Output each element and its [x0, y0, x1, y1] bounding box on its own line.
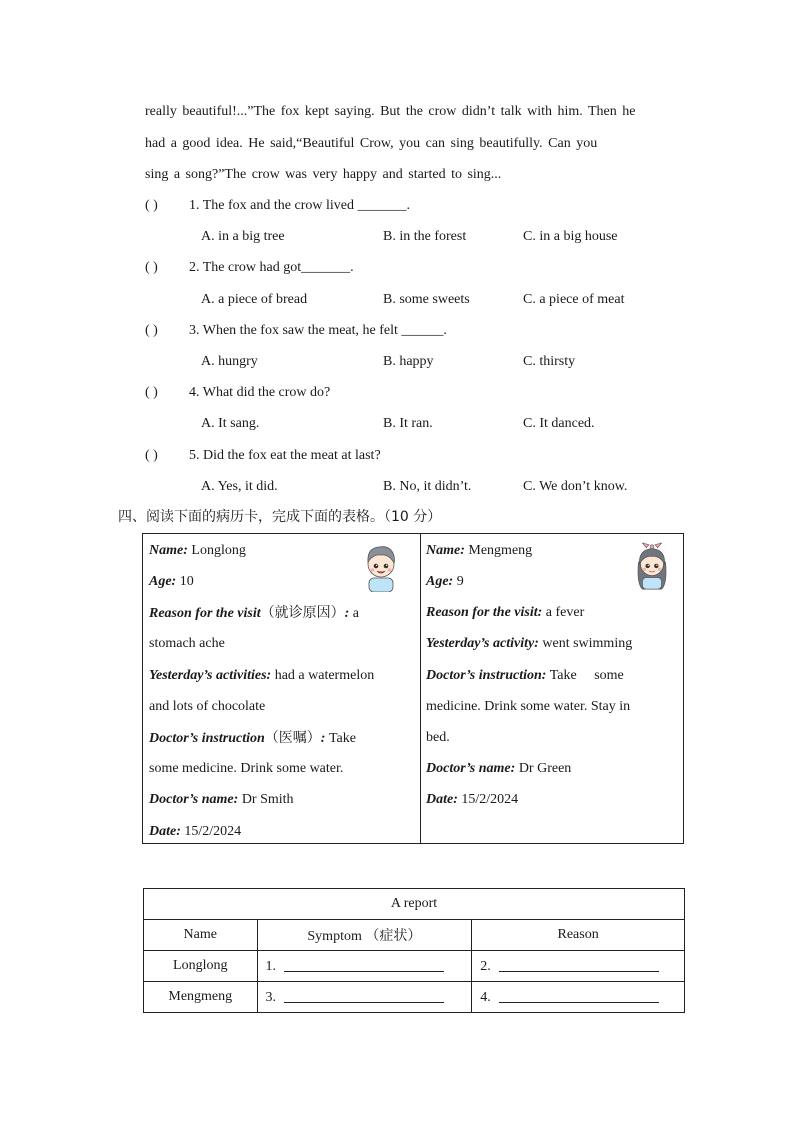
boy-avatar-icon	[361, 540, 401, 592]
option-c: C. thirsty	[523, 354, 576, 369]
card-reason: Reason for the visit（就诊原因）: a	[149, 605, 360, 621]
header-symptom: Symptom （症状）	[257, 920, 472, 951]
row-name: Mengmeng	[144, 982, 258, 1013]
question-text: 3. When the fox saw the meat, he felt ______.	[189, 323, 447, 338]
report-title: A report	[144, 889, 685, 920]
header-name: Name	[144, 920, 258, 951]
question-3	[145, 321, 447, 341]
question-4	[145, 383, 330, 403]
story-line-2: had a good idea. He said,“Beautiful Crow, you can sing beautifully. Can you	[145, 136, 598, 151]
answer-blank[interactable]: ( )	[145, 385, 158, 400]
card-date: Date: 15/2/2024	[426, 792, 519, 807]
option-b: B. some sweets	[383, 292, 470, 307]
girl-avatar-icon	[632, 539, 672, 591]
record-card-mengmeng	[420, 534, 683, 843]
answer-blank[interactable]: ( )	[145, 323, 158, 338]
report-title-row	[144, 889, 685, 920]
card-instruction-cont: some medicine. Drink some water.	[149, 761, 344, 776]
card-name: Name: Mengmeng	[426, 543, 533, 558]
option-b: B. happy	[383, 354, 434, 369]
reason-cell: 2.	[472, 951, 685, 982]
header-reason: Reason	[472, 920, 685, 951]
card-reason-cont: stomach ache	[149, 636, 225, 651]
symptom-cell: 1.	[257, 951, 472, 982]
card-doctor: Doctor’s name: Dr Green	[426, 761, 572, 776]
option-c: C. We don’t know.	[523, 479, 628, 494]
card-activities-cont: and lots of chocolate	[149, 699, 266, 714]
card-instruction: Doctor’s instruction（医嘱）: Take	[149, 730, 356, 746]
answer-line[interactable]	[284, 957, 444, 972]
section-title: 四、阅读下面的病历卡，完成下面的表格。（10 分）	[118, 509, 442, 525]
option-b: B. It ran.	[383, 416, 433, 431]
option-a: A. Yes, it did.	[201, 479, 278, 494]
question-text: 1. The fox and the crow lived _______.	[189, 198, 410, 213]
card-instruction: Doctor’s instruction: Take some	[426, 668, 624, 683]
question-text: 5. Did the fox eat the meat at last?	[189, 448, 381, 463]
story-line-1: really beautiful!...”The fox kept saying. But the crow didn’t talk with him. Then he	[145, 104, 636, 119]
card-reason: Reason for the visit: a fever	[426, 605, 585, 620]
answer-blank[interactable]: ( )	[145, 198, 158, 213]
question-1	[145, 196, 410, 216]
card-instruction-cont: medicine. Drink some water. Stay in	[426, 699, 631, 714]
answer-line[interactable]	[499, 957, 659, 972]
table-row	[144, 951, 685, 982]
card-activities: Yesterday’s activities: had a watermelon	[149, 668, 375, 683]
option-a: A. hungry	[201, 354, 258, 369]
story-line-3: sing a song?”The crow was very happy and started to sing...	[145, 167, 502, 182]
card-age: Age: 10	[149, 574, 194, 589]
option-c: C. in a big house	[523, 229, 618, 244]
medical-record-cards	[142, 533, 684, 844]
option-a: A. a piece of bread	[201, 292, 308, 307]
card-name: Name: Longlong	[149, 543, 246, 558]
card-date: Date: 15/2/2024	[149, 824, 242, 839]
table-row	[144, 982, 685, 1013]
card-doctor: Doctor’s name: Dr Smith	[149, 792, 294, 807]
report-header-row	[144, 920, 685, 951]
question-2	[145, 258, 354, 278]
record-card-longlong	[143, 534, 421, 843]
answer-blank[interactable]: ( )	[145, 448, 158, 463]
card-instruction-cont2: bed.	[426, 730, 450, 745]
card-activity: Yesterday’s activity: went swimming	[426, 636, 633, 651]
answer-blank[interactable]: ( )	[145, 260, 158, 275]
symptom-cell: 3.	[257, 982, 472, 1013]
report-table	[143, 888, 685, 1013]
question-text: 4. What did the crow do?	[189, 385, 331, 400]
option-c: C. It danced.	[523, 416, 595, 431]
answer-line[interactable]	[499, 988, 659, 1003]
answer-line[interactable]	[284, 988, 444, 1003]
option-c: C. a piece of meat	[523, 292, 625, 307]
question-text: 2. The crow had got_______.	[189, 260, 354, 275]
option-a: A. in a big tree	[201, 229, 285, 244]
option-b: B. in the forest	[383, 229, 467, 244]
option-a: A. It sang.	[201, 416, 260, 431]
card-age: Age: 9	[426, 574, 464, 589]
row-name: Longlong	[144, 951, 258, 982]
question-5	[145, 446, 381, 466]
option-b: B. No, it didn’t.	[383, 479, 472, 494]
reason-cell: 4.	[472, 982, 685, 1013]
